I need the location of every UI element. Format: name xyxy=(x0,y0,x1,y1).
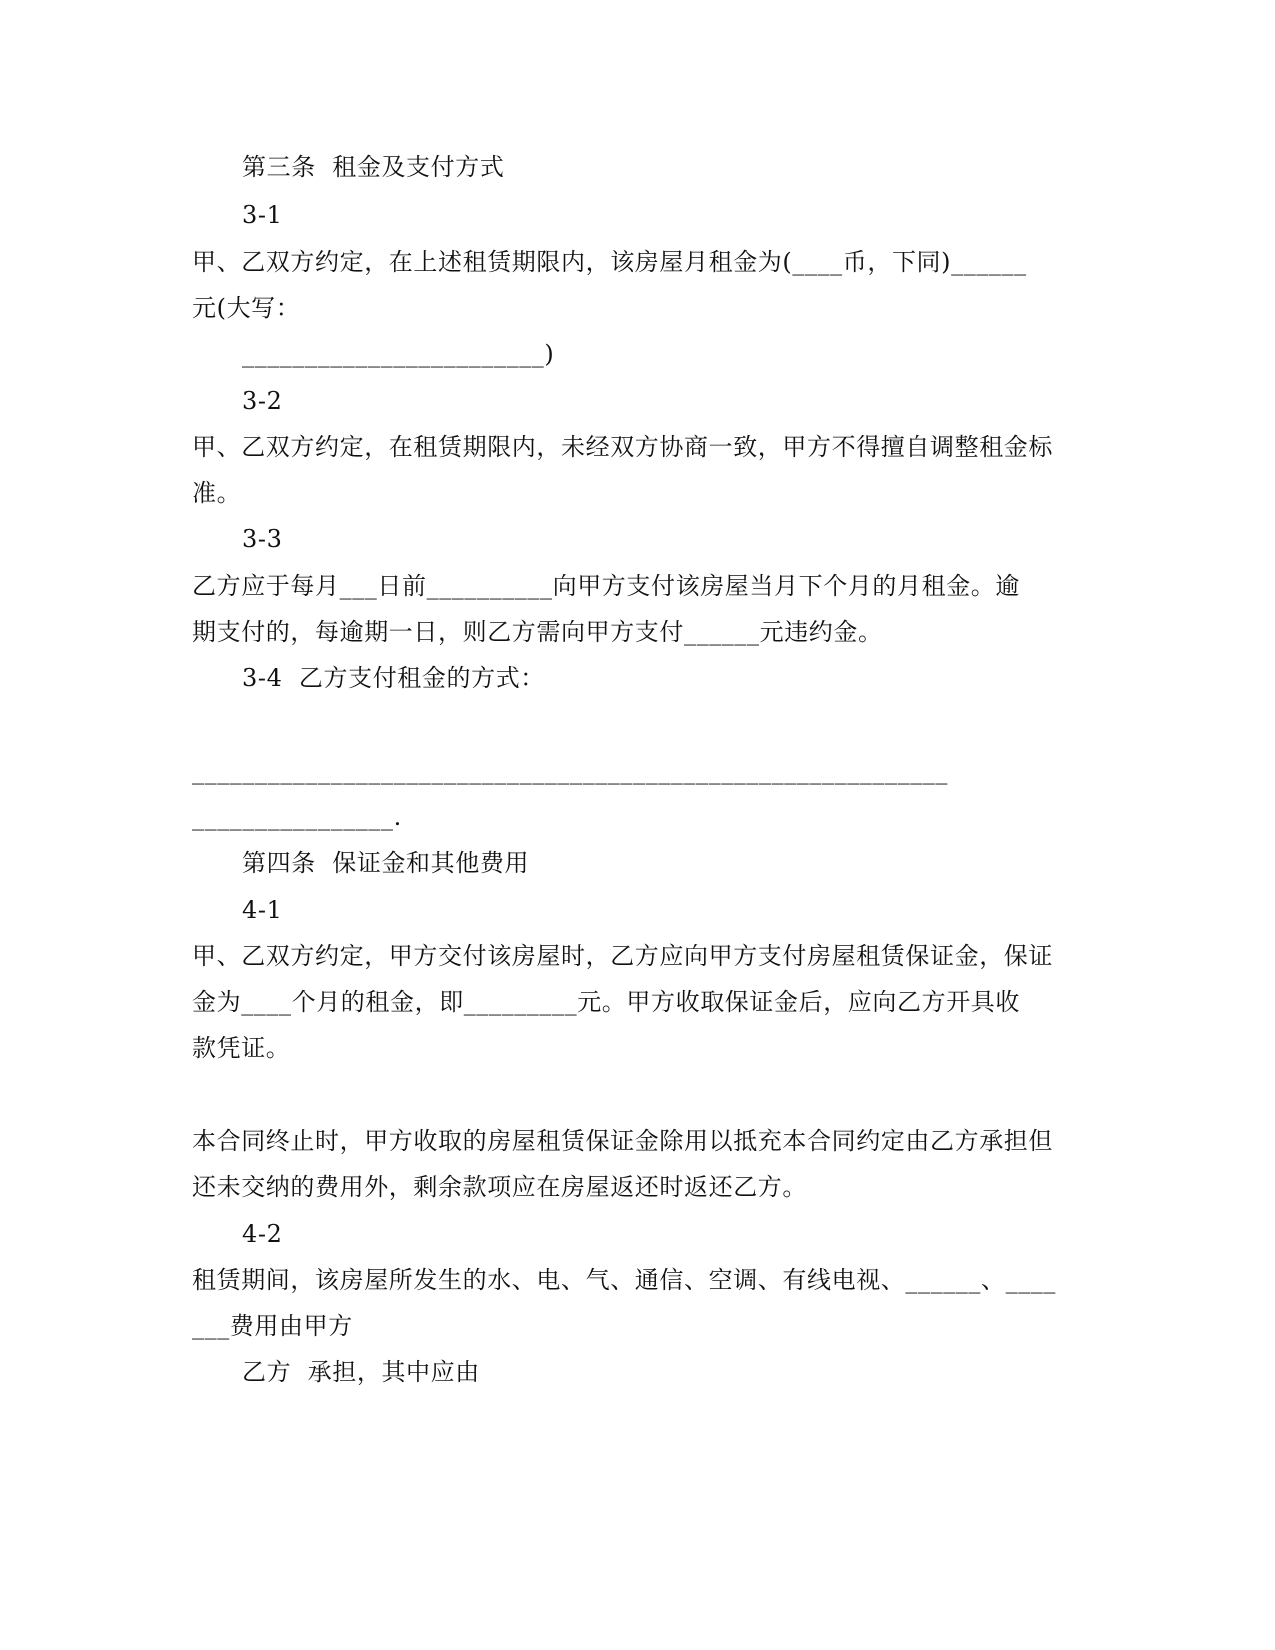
clause-3-1-text-line-2: 元(大写： xyxy=(192,294,301,322)
clause-3-1-text-line-1: 甲、乙双方约定，在上述租赁期限内，该房屋月租金为(____币，下同)______ xyxy=(192,248,1027,276)
clause-4-1-text-line-2: 金为____个月的租金，即_________元。甲方收取保证金后，应向乙方开具收 xyxy=(192,988,1020,1016)
clause-3-2-number: 3-2 xyxy=(242,387,283,415)
article-3-heading: 第三条 租金及支付方式 xyxy=(242,153,505,181)
clause-4-1-text-line-1: 甲、乙双方约定，甲方交付该房屋时，乙方应向甲方支付房屋租赁保证金，保证 xyxy=(192,942,1053,970)
clause-4-2-text-line-3: 乙方 承担，其中应由 xyxy=(242,1358,480,1386)
clause-3-1-number: 3-1 xyxy=(242,201,283,229)
clause-3-4-heading: 3-4 乙方支付租金的方式： xyxy=(242,664,545,692)
clause-3-4-blank-line-2: ________________. xyxy=(192,803,402,831)
clause-4-1-paragraph-2-line-2: 还未交纳的费用外，剩余款项应在房屋返还时返还乙方。 xyxy=(192,1173,807,1201)
clause-3-2-text-line-2: 准。 xyxy=(192,479,242,507)
clause-4-1-paragraph-2-line-1: 本合同终止时，甲方收取的房屋租赁保证金除用以抵充本合同约定由乙方承担但 xyxy=(192,1127,1053,1155)
clause-4-1-number: 4-1 xyxy=(242,896,283,924)
clause-3-2-text-line-1: 甲、乙双方约定，在租赁期限内，未经双方协商一致，甲方不得擅自调整租金标 xyxy=(192,433,1053,461)
clause-3-4-blank-line-1: ____________________________________________________________ xyxy=(192,757,948,785)
clause-3-1-amount-blank: ________________________) xyxy=(242,340,555,368)
clause-4-1-text-line-3: 款凭证。 xyxy=(192,1034,291,1062)
article-4-heading: 第四条 保证金和其他费用 xyxy=(242,849,530,877)
clause-4-2-text-line-1: 租赁期间，该房屋所发生的水、电、气、通信、空调、有线电视、______、____ xyxy=(192,1266,1056,1294)
clause-3-3-text-line-1: 乙方应于每月___日前__________向甲方支付该房屋当月下个月的月租金。逾 xyxy=(192,572,1020,600)
clause-4-2-text-line-2: ___费用由甲方 xyxy=(192,1312,353,1340)
clause-4-2-number: 4-2 xyxy=(242,1220,283,1248)
clause-3-3-text-line-2: 期支付的，每逾期一日，则乙方需向甲方支付______元违约金。 xyxy=(192,618,883,646)
clause-3-3-number: 3-3 xyxy=(242,525,283,553)
